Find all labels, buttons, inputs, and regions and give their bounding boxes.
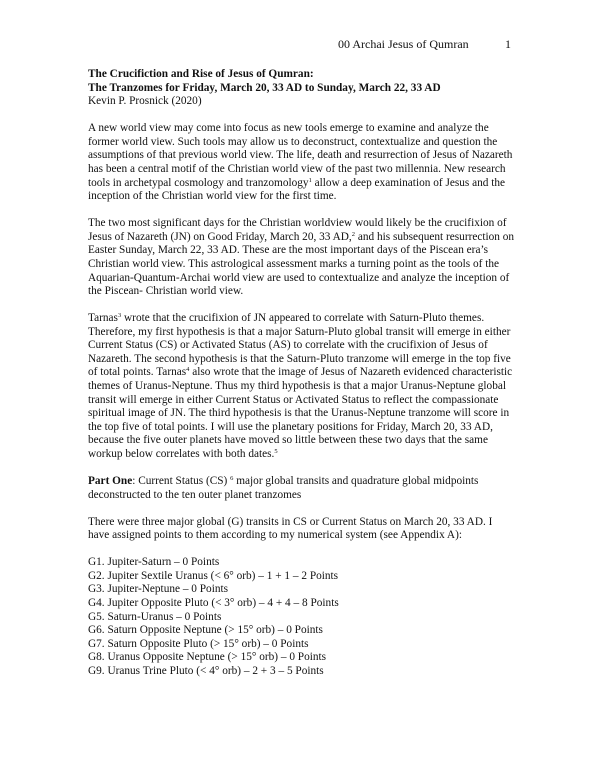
transit-item: G9. Uranus Trine Pluto (< 4° orb) – 2 + 3 – 5 Points — [88, 664, 324, 677]
paragraph-text: also wrote that the image of Jesus of Nazareth evidenced characteristic themes of Uranus-Neptune. Thus my third hypothesis is that a major Uranus-Neptune global transit will emerge in either Current Status or Activated Status to reflect the compassionate spiritual image of JN. The third hypothesis is that the Uranus-Neptune tranzome will score in the top five of total points. I will use the planetary positions for Friday, March 20, 33 AD, because the five outer planets have moved so little between these two days that the same workup below correlates with both dates. — [88, 366, 513, 461]
paragraph-text: A new world view may come into focus as new tools emerge to examine and analyze the former world view. Such tools may allow us to deconstruct, contextualize and question the assumptions of that previous world view. The life, death and resurrection of Jesus of Nazareth has been a central motif of the Christian world view of the past two millennia. New research tools in archetypal cosmology and tranzomology — [88, 122, 513, 189]
footnote-ref-4[interactable]: 4 — [186, 366, 190, 374]
title-line-1: The Crucifiction and Rise of Jesus of Qumran: — [88, 68, 314, 80]
footnote-ref-5[interactable]: 5 — [274, 448, 278, 456]
transit-list — [88, 556, 516, 678]
section-heading-part-one — [88, 475, 516, 502]
footnote-ref-3[interactable]: 3 — [117, 312, 122, 320]
section-text: major global transits and quadrature global midpoints deconstructed to the ten outer planet tranzomes — [88, 475, 479, 501]
footnote-ref-2[interactable]: 2 — [351, 230, 355, 238]
footnote-ref-1[interactable]: 1 — [308, 176, 312, 184]
paragraph-text: allow a deep examination of Jesus and the inception of the Christian world view for the first time. — [88, 176, 506, 203]
transit-item: G1. Jupiter-Saturn – 0 Points — [88, 556, 220, 569]
transit-item: G3. Jupiter-Neptune – 0 Points — [88, 583, 229, 596]
section-label: Part One — [88, 475, 133, 487]
document-body — [88, 68, 516, 679]
paragraph-text: and his subsequent resurrection on Easter Sunday, March 22, 33 AD. These are the most important days of the Piscean era’s Christian world view. This astrological assessment marks a turning point as the tools of the Aquarian-Quantum-Archai world view are used to contextualize and analyze the inception of the Piscean- Christian world view. — [88, 230, 515, 298]
transit-item: G7. Saturn Opposite Pluto (> 15° orb) – 0 Points — [88, 637, 309, 650]
title-line-2: The Tranzomes for Friday, March 20, 33 AD to Sunday, March 22, 33 AD — [88, 81, 441, 94]
paragraph-transits-intro: There were three major global (G) transits in CS or Current Status on March 20, 33 AD. I have assigned points to them according to my numerical system (see Appendix A): — [88, 515, 493, 542]
paragraph-significant-days — [88, 217, 516, 299]
paragraph-text: Tarnas — [88, 312, 118, 325]
transit-item: G4. Jupiter Opposite Pluto (< 3° orb) – 4 + 4 – 8 Points — [88, 596, 339, 609]
paragraph-intro — [88, 122, 516, 204]
transit-item: G2. Jupiter Sextile Uranus (< 6° orb) – 1 + 1 – 2 Points — [88, 569, 339, 582]
paragraph-text: wrote that the crucifixion of JN appeared to correlate with Saturn-Pluto themes. Therefore, my first hypothesis is that a major Saturn-Pluto global transit will emerge in either Current Status (CS) or Activated Status (AS) to correlate with the crucifixion of Jesus of Nazareth. The second hypothesis is that the Saturn-Pluto tranzome will emerge in the top five of total points. Tarnas — [88, 312, 511, 379]
paragraph-text: The two most significant days for the Christian worldview would likely be the crucifixion of Jesus of Nazareth (JN) on Good Friday, March 20, 33 AD, — [88, 217, 507, 243]
transit-item: G6. Saturn Opposite Neptune (> 15° orb) – 0 Points — [88, 624, 323, 637]
transit-item: G5. Saturn-Uranus – 0 Points — [88, 610, 222, 623]
transit-item: G8. Uranus Opposite Neptune (> 15° orb) – 0 Points — [88, 651, 327, 664]
paragraph-hypotheses — [88, 312, 516, 462]
page-number: 1 — [505, 37, 511, 51]
running-header: 00 Archai Jesus of Qumran — [338, 37, 469, 51]
footnote-ref-6[interactable]: 6 — [230, 475, 234, 482]
author-line: Kevin P. Prosnick (2020) — [88, 95, 202, 108]
section-text: : Current Status (CS) — [132, 475, 228, 487]
